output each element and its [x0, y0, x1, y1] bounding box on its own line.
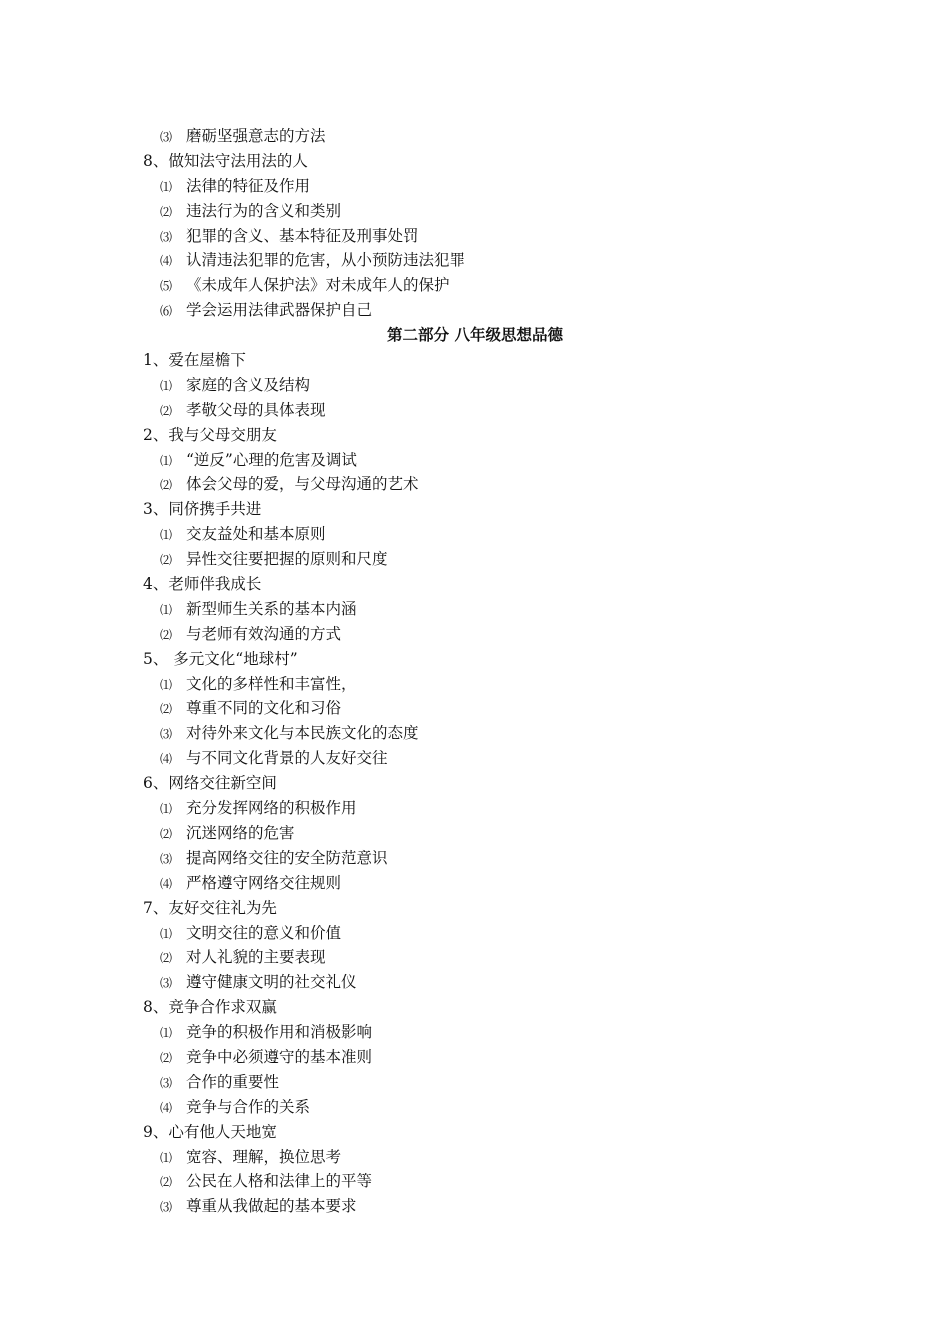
subitem-number: ⑴ — [160, 179, 173, 194]
subitem-text: 竞争与合作的关系 — [186, 1097, 311, 1116]
outline-subitem — [143, 821, 843, 846]
subitem-text: 磨砺坚强意志的方法 — [186, 127, 326, 145]
outline-subitem — [143, 672, 843, 697]
outline-subitem — [143, 970, 843, 995]
subitem-number: ⑵ — [160, 478, 173, 493]
subitem-text: 文明交往的意义和价值 — [186, 923, 342, 942]
outline-subitem — [143, 248, 843, 273]
subitem-number: ⑹ — [160, 304, 173, 319]
subitem-text: 交友益处和基本原则 — [186, 525, 326, 544]
subitem-number: ⑵ — [160, 627, 173, 642]
subitem-text: 对人礼貌的主要表现 — [186, 948, 326, 967]
section-heading: 第二部分 八年级思想品德 — [387, 326, 563, 345]
outline-subitem — [143, 472, 843, 497]
outline-subitem — [143, 921, 843, 946]
subitem-number: ⑷ — [160, 752, 173, 767]
subitem-text: 违法行为的含义和类别 — [186, 201, 342, 220]
subitem-number: ⑴ — [160, 802, 173, 817]
subitem-number: ⑴ — [160, 1150, 173, 1165]
outline-topic: 3、同侪携手共进 — [143, 500, 262, 519]
outline-subitem — [143, 1095, 843, 1120]
subitem-number: ⑴ — [160, 1026, 173, 1041]
subitem-text: 犯罪的含义、基本特征及刑事处罚 — [186, 226, 419, 245]
outline-topic: 8、做知法守法用法的人 — [143, 151, 308, 170]
outline-subitem — [143, 199, 843, 224]
outline-subitem — [143, 1194, 843, 1219]
subitem-text: 竞争中必须遵守的基本准则 — [186, 1047, 373, 1066]
subitem-number: ⑶ — [160, 727, 173, 742]
subitem-number: ⑵ — [160, 826, 173, 841]
subitem-text: 宽容、理解，换位思考 — [186, 1147, 342, 1166]
outline-subitem — [143, 1045, 843, 1070]
outline-subitem — [143, 398, 843, 423]
subitem-text: 学会运用法律武器保护自己 — [186, 301, 373, 320]
outline-subitem — [143, 224, 843, 249]
outline-subitem — [143, 945, 843, 970]
subitem-number: ⑶ — [160, 851, 173, 866]
outline-subitem — [143, 721, 843, 746]
outline-subitem — [143, 1020, 843, 1045]
subitem-number: ⑸ — [160, 279, 173, 294]
outline-subitem — [143, 622, 843, 647]
subitem-text: 与不同文化背景的人友好交往 — [186, 749, 388, 768]
subitem-text: 竞争的积极作用和消极影响 — [186, 1023, 373, 1042]
subitem-text: 严格遵守网络交往规则 — [186, 873, 342, 892]
outline-subitem — [143, 522, 843, 547]
subitem-text: “逆反”心理的危害及调试 — [186, 450, 357, 469]
outline-topic: 7、友好交往礼为先 — [143, 898, 277, 917]
subitem-number: ⑵ — [160, 1050, 173, 1065]
subitem-text: 遵守健康文明的社交礼仪 — [186, 973, 357, 992]
subitem-number: ⑴ — [160, 926, 173, 941]
outline-subitem — [143, 448, 843, 473]
subitem-number: ⑶ — [160, 130, 173, 144]
outline-topic: 9、心有他人天地宽 — [143, 1122, 277, 1141]
outline-subitem — [143, 1169, 843, 1194]
outline-subitem — [143, 273, 843, 298]
subitem-text: 认清违法犯罪的危害，从小预防违法犯罪 — [186, 251, 466, 270]
subitem-text: 孝敬父母的具体表现 — [186, 400, 326, 419]
subitem-text: 文化的多样性和丰富性， — [186, 674, 357, 693]
subitem-number: ⑴ — [160, 453, 173, 468]
subitem-text: 法律的特征及作用 — [186, 176, 311, 195]
outline-subitem — [143, 298, 843, 323]
subitem-text: 对待外来文化与本民族文化的态度 — [186, 724, 419, 743]
subitem-number: ⑶ — [160, 976, 173, 991]
subitem-number: ⑶ — [160, 1200, 173, 1215]
outline-subitem — [143, 547, 843, 572]
subitem-text: 充分发挥网络的积极作用 — [186, 799, 357, 818]
subitem-number: ⑵ — [160, 702, 173, 717]
subitem-number: ⑷ — [160, 1100, 173, 1115]
subitem-number: ⑴ — [160, 677, 173, 692]
subitem-text: 提高网络交往的安全防范意识 — [186, 848, 388, 867]
subitem-number: ⑵ — [160, 1175, 173, 1190]
subitem-number: ⑵ — [160, 951, 173, 966]
subitem-number: ⑷ — [160, 254, 173, 269]
outline-subitem — [143, 796, 843, 821]
outline-subitem — [143, 1070, 843, 1095]
subitem-number: ⑵ — [160, 403, 173, 418]
subitem-number: ⑵ — [160, 204, 173, 219]
subitem-number: ⑴ — [160, 378, 173, 393]
subitem-number: ⑴ — [160, 602, 173, 617]
outline-topic: 4、老师伴我成长 — [143, 575, 262, 594]
outline-subitem — [143, 1145, 843, 1170]
subitem-text: 家庭的含义及结构 — [186, 375, 311, 394]
subitem-text: 合作的重要性 — [186, 1072, 280, 1091]
subitem-text: 尊重从我做起的基本要求 — [186, 1197, 357, 1216]
outline-topic: 6、网络交往新空间 — [143, 774, 277, 793]
subitem-text: 与老师有效沟通的方式 — [186, 624, 342, 643]
subitem-number: ⑶ — [160, 229, 173, 244]
outline-topic: 8、竞争合作求双赢 — [143, 998, 277, 1017]
subitem-text: 异性交往要把握的原则和尺度 — [186, 550, 388, 569]
outline-subitem — [143, 124, 843, 149]
subitem-text: 公民在人格和法律上的平等 — [186, 1172, 373, 1191]
subitem-text: 沉迷网络的危害 — [186, 823, 295, 842]
outline-topic: 5、 多元文化“地球村” — [143, 649, 298, 668]
subitem-number: ⑴ — [160, 528, 173, 543]
outline-topic: 1、爱在屋檐下 — [143, 351, 246, 370]
subitem-text: 《未成年人保护法》对未成年人的保护 — [186, 276, 450, 295]
subitem-number: ⑷ — [160, 876, 173, 891]
outline-subitem — [143, 174, 843, 199]
outline-subitem — [143, 373, 843, 398]
outline-subitem — [143, 696, 843, 721]
outline-subitem — [143, 871, 843, 896]
subitem-text: 体会父母的爱，与父母沟通的艺术 — [186, 475, 419, 494]
subitem-text: 新型师生关系的基本内涵 — [186, 599, 357, 618]
subitem-number: ⑶ — [160, 1075, 173, 1090]
outline-subitem — [143, 846, 843, 871]
outline-subitem — [143, 746, 843, 771]
subitem-text: 尊重不同的文化和习俗 — [186, 699, 342, 718]
outline-subitem — [143, 597, 843, 622]
subitem-number: ⑵ — [160, 553, 173, 568]
outline-list — [143, 124, 843, 1219]
outline-topic: 2、我与父母交朋友 — [143, 425, 277, 444]
